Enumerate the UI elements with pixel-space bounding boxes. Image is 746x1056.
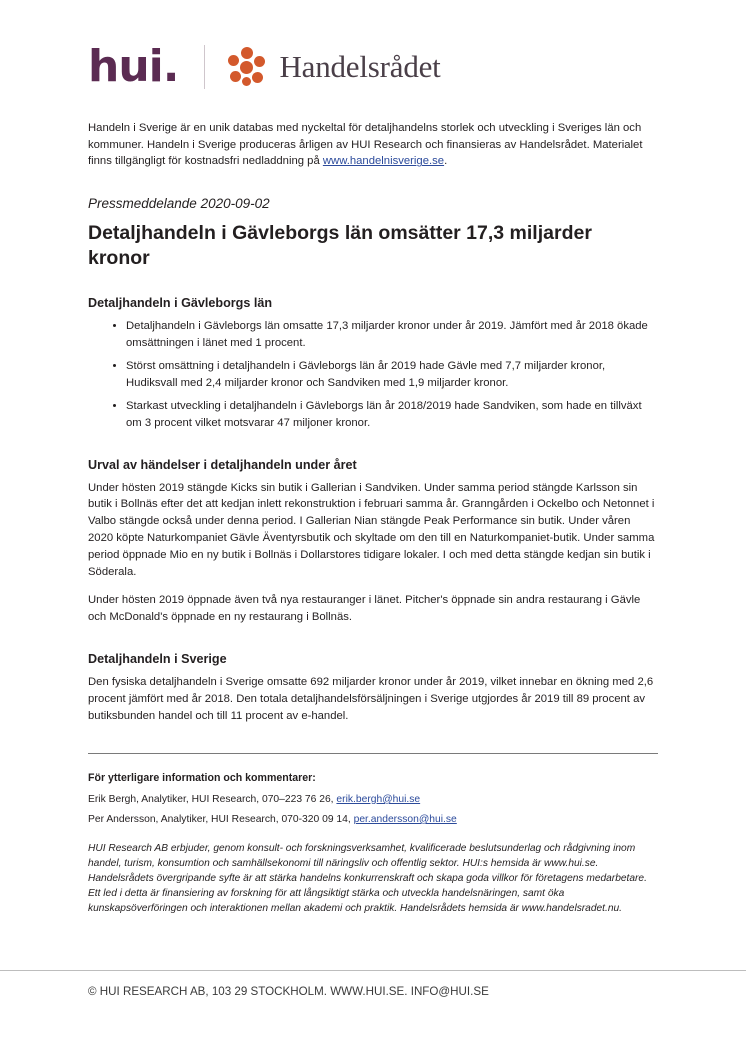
section-heading-sweden: Detaljhandeln i Sverige — [88, 652, 227, 667]
contact-person-2-text: Per Andersson, Analytiker, HUI Research, 070-320 09 14, — [88, 813, 354, 825]
footer-bar — [0, 970, 746, 1056]
footer-copyright: © HUI RESEARCH AB, 103 29 STOCKHOLM. WWW.HUI.SE. INFO@HUI.SE — [88, 985, 489, 998]
list-item: • Detaljhandeln i Gävleborgs län omsatte 17,3 miljarder kronor under år 2019. Jämfört med år 2018 ökade omsättningen i länet med 1 procent. — [126, 318, 658, 352]
divider — [88, 753, 658, 754]
events-paragraph-1: Under hösten 2019 stängde Kicks sin butik i Gallerian i Sandviken. Under samma period stängde Karlsson sin butik i Bollnäs efter det att kedjan inlett rekonstruktion i februari samma år. Granngården i Ockelbo och Netonnet i Valbo stängde också under denna period. I Gallerian Nian stängde Peak Performance sin butik. Under våren 2020 köpte Naturkompaniet Gävle Äventyrsbutik och skyltade om den till en Naturkompaniet-butik. Under samma period öppnade Mio en ny butik i Bollnäs i Dollarstores tidigare lokaler. I och med detta stängde kedjan sin butik i Söderala. — [88, 481, 655, 579]
handelnisverige-link[interactable]: www.handelnisverige.se — [322, 155, 445, 168]
logo-divider — [204, 45, 205, 89]
contact-heading: För ytterligare information och kommentarer: — [88, 771, 316, 784]
press-release-date: Pressmeddelande 2020-09-02 — [88, 196, 270, 212]
handelsradet-logo — [227, 47, 440, 87]
disclaimer-text: HUI Research AB erbjuder, genom konsult- och forskningsverksamhet, kvalificerade beslutsunderlag och rådgivning inom handel, turism, konsumtion och samhällsekonomi till näringsliv och offentlig sektor. HUI:s hemsida är www.hui.se. Handelsrådets övergripande syfte är att stärka handelns konkurrenskraft och skapa goda villkor för företagens medarbetare. Ett led i detta är finansiering av forskning för att långsiktigt stärka och utveckla handelsnäringen, samt öka kunskapsöverföringen och interaktionen mellan akademi och praktik. Handelsrådets hemsida är www.handelsradet.nu. — [88, 842, 647, 915]
contact-person-2-email-link[interactable]: per.andersson@hui.se — [353, 813, 457, 825]
contact-person-1 — [88, 794, 658, 805]
section-heading-region: Detaljhandeln i Gävleborgs län — [88, 295, 273, 310]
list-item: • Starkast utveckling i detaljhandeln i Gävleborgs län år 2018/2019 hade Sandviken, som hade en tillväxt om 3 procent vilket motsvarar 47 miljoner kronor. — [126, 398, 658, 432]
sweden-paragraph-1: Den fysiska detaljhandeln i Sverige omsatte 692 miljarder kronor under år 2019, vilket innebar en ökning med 2,6 procent jämfört med år 2018. Den totala detaljhandelsförsäljningen i Sverige utgjordes år 2019 till 89 procent av butiksbunden handel och till 11 procent av e-handel. — [88, 676, 654, 722]
page-title: Detaljhandeln i Gävleborgs län omsätter 17,3 miljarder kronor — [88, 222, 592, 269]
intro-text-before-link: Handeln i Sverige är en unik databas med nyckeltal för detaljhandelns storlek och utveckling i Sveriges län och kommuner. Handeln i Sverige produceras årligen av HUI Research och finansieras av Handelsrådet. Materialet finns tillgängligt för kostnadsfri nedladdning på — [88, 122, 643, 168]
events-paragraph-2: Under hösten 2019 öppnade även två nya restauranger i länet. Pitcher's öppnade sin andra restaurang i Gävle och McDonald's öppnade en ny restaurang i Bollnäs. — [88, 594, 641, 624]
handelsradet-wordmark: Handelsrådet — [279, 49, 441, 84]
contact-person-1-text: Erik Bergh, Analytiker, HUI Research, 070–223 76 26, — [88, 793, 337, 805]
handelsradet-mark-icon — [227, 47, 267, 87]
logo-row — [88, 0, 658, 98]
hui-logo: hui. — [88, 41, 179, 92]
intro-paragraph — [88, 120, 658, 170]
region-bullet-list — [88, 318, 658, 432]
intro-text-after-link: . — [444, 155, 448, 168]
list-item: • Störst omsättning i detaljhandeln i Gävleborgs län år 2019 hade Gävle med 7,7 miljarder kronor, Hudiksvall med 2,4 miljarder kronor och Sandviken med 1,9 miljarder kronor. — [126, 358, 658, 392]
contact-person-1-email-link[interactable]: erik.bergh@hui.se — [336, 793, 421, 805]
section-heading-events: Urval av händelser i detaljhandeln under året — [88, 457, 357, 472]
contact-person-2 — [88, 814, 658, 825]
